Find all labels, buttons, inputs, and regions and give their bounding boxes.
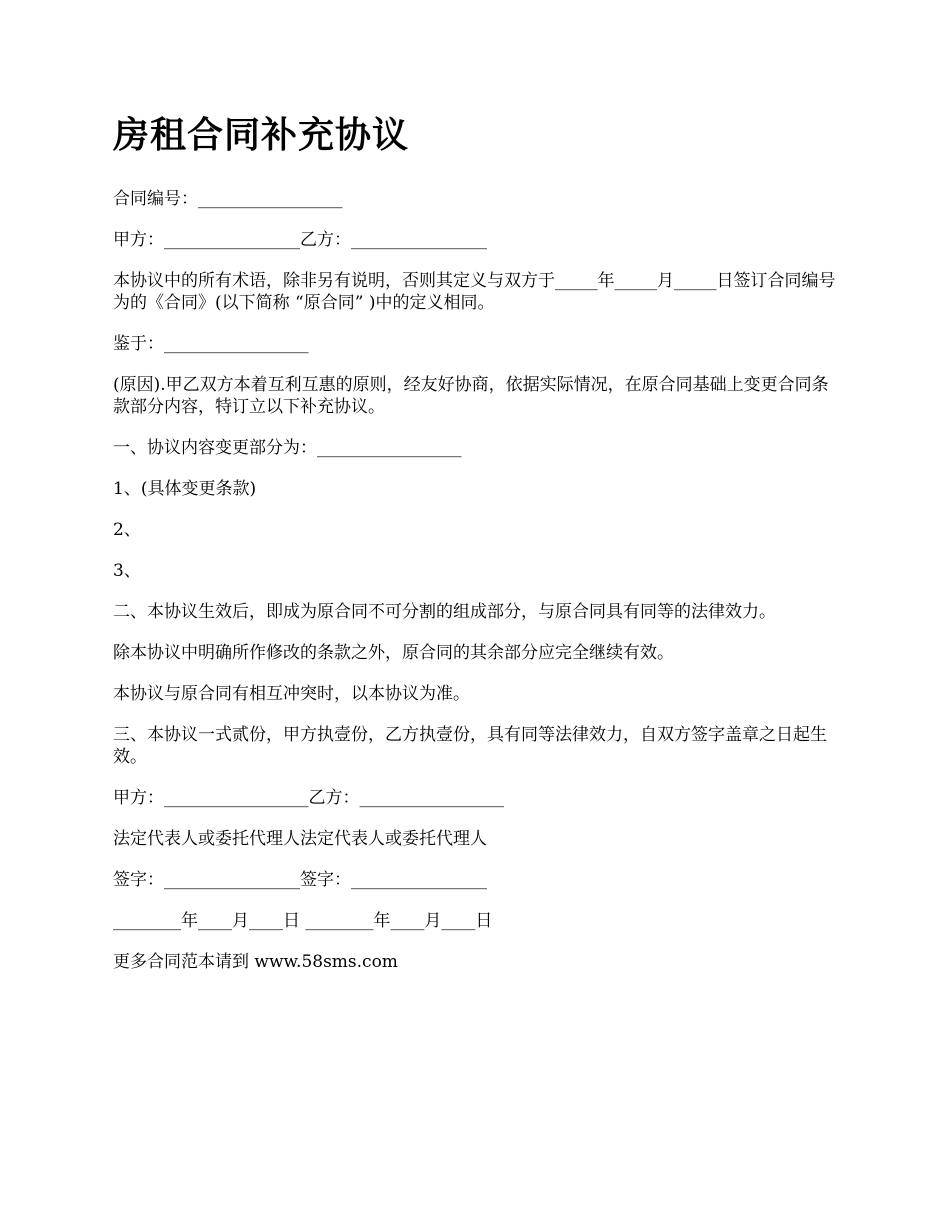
remaining-validity-paragraph: 除本协议中明确所作修改的条款之外，原合同的其余部分应完全继续有效。 bbox=[113, 643, 674, 663]
footer-website-line: 更多合同范本请到 www.58sms.com bbox=[113, 952, 398, 972]
whereas-line: 鉴于：_________________ bbox=[113, 334, 309, 354]
section-one-heading: 一、协议内容变更部分为：_________________ bbox=[113, 438, 462, 458]
contract-number-line: 合同编号：_________________ bbox=[113, 189, 343, 209]
clause-item-1: 1、(具体变更条款) bbox=[113, 479, 257, 499]
reason-paragraph: (原因).甲乙双方本着互利互惠的原则，经友好协商，依据实际情况，在原合同基础上变更合同条款部分内容，特订立以下补充协议。 bbox=[113, 375, 829, 417]
section-two-paragraph: 二、本协议生效后，即成为原合同不可分割的组成部分，与原合同具有同等的法律效力。 bbox=[113, 602, 776, 622]
clause-item-3: 3、 bbox=[113, 561, 141, 581]
parties-line: 甲方：________________乙方：________________ bbox=[113, 230, 487, 250]
clause-item-2: 2、 bbox=[113, 520, 141, 540]
document-title: 房租合同补充协议 bbox=[113, 115, 410, 156]
representative-line: 法定代表人或委托代理人法定代表人或委托代理人 bbox=[113, 829, 487, 849]
date-line: ________年____月____日 ________年____月____日 bbox=[113, 911, 493, 931]
terms-definition-paragraph: 本协议中的所有术语，除非另有说明，否则其定义与双方于_____年_____月_____日签订合同编号为的《合同》(以下简称 “原合同” )中的定义相同。 bbox=[113, 271, 836, 313]
signature-line: 签字：________________签字：________________ bbox=[113, 870, 487, 890]
signature-parties-line: 甲方：_________________乙方：_________________ bbox=[113, 788, 504, 808]
section-three-paragraph: 三、本协议一式贰份，甲方执壹份，乙方执壹份，具有同等法律效力，自双方签字盖章之日起生效。 bbox=[113, 725, 827, 767]
conflict-paragraph: 本协议与原合同有相互冲突时，以本协议为准。 bbox=[113, 684, 470, 704]
document-page bbox=[113, 112, 841, 992]
